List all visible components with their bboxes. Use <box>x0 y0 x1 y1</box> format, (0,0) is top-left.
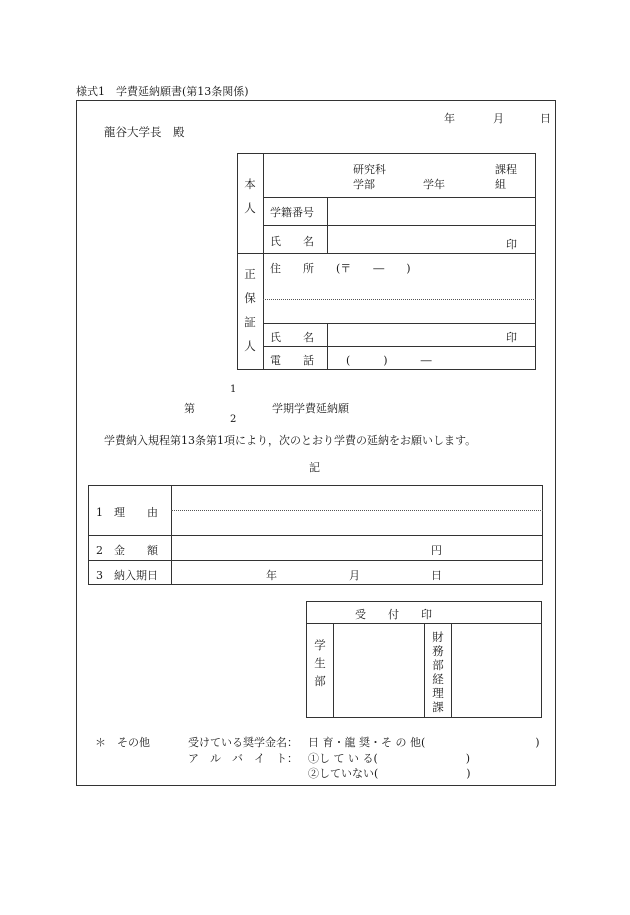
due-label: 3 納入期日 <box>96 569 158 582</box>
applicant-name-label: 氏 名 <box>270 235 314 248</box>
course-label: 課程 <box>495 163 517 176</box>
date-day: 日 <box>540 112 551 125</box>
amount-unit: 円 <box>431 544 442 557</box>
scholarship-options: 日 育・龍 奨・そ の 他( ) <box>308 736 540 749</box>
semester-suffix: 学期学費延納願 <box>272 402 349 415</box>
due-month: 月 <box>349 569 360 582</box>
due-year: 年 <box>266 569 277 582</box>
guarantor-address-label: 住 所 <box>270 262 314 275</box>
reason-label: 1 理 由 <box>96 506 158 519</box>
student-id-label: 学籍番号 <box>270 206 314 219</box>
date-year: 年 <box>444 112 455 125</box>
guarantor-name-label: 氏 名 <box>270 331 314 344</box>
finance-label: 財務部経理課 <box>432 630 444 714</box>
postal-code-format: (〒 ― ) <box>336 262 411 275</box>
form-label: 様式1 学費延納願書(第13条関係) <box>76 85 249 98</box>
semester-option-2: 2 <box>230 414 237 425</box>
semester-option-1: 1 <box>230 384 237 395</box>
addressee: 龍谷大学長 殿 <box>104 125 185 139</box>
other-mark: ＊ その他 <box>95 736 150 749</box>
year-label: 学年 <box>423 178 445 191</box>
amount-label: 2 金 額 <box>96 544 158 557</box>
parttime-no: ②していない( ) <box>308 767 471 780</box>
phone-label: 電 話 <box>270 354 314 367</box>
semester-prefix: 第 <box>184 402 195 415</box>
phone-format: ( ) ― <box>346 354 432 367</box>
guarantor-side-label: 正保証人 <box>244 267 256 353</box>
date-month: 月 <box>493 112 504 125</box>
due-day: 日 <box>431 569 442 582</box>
petition-body: 学費納入規程第13条第1項により，次のとおり学費の延納をお願いします。 <box>104 434 477 447</box>
applicant-side-label: 本人 <box>244 177 256 215</box>
class-label: 組 <box>495 178 506 191</box>
scholarship-label: 受けている奨学金名： <box>188 736 298 749</box>
dept-graduate: 研究科 <box>353 163 386 176</box>
note-mark: 記 <box>309 461 320 474</box>
guarantor-seal: 印 <box>506 331 517 344</box>
parttime-label: ア ル バ イ ト： <box>188 752 298 765</box>
receipt-title: 受 付 印 <box>355 608 432 621</box>
parttime-yes: ①し て い る( ) <box>308 752 471 765</box>
dept-undergrad: 学部 <box>353 178 375 191</box>
student-affairs-label: 学生部 <box>314 638 326 688</box>
applicant-seal: 印 <box>506 238 517 251</box>
